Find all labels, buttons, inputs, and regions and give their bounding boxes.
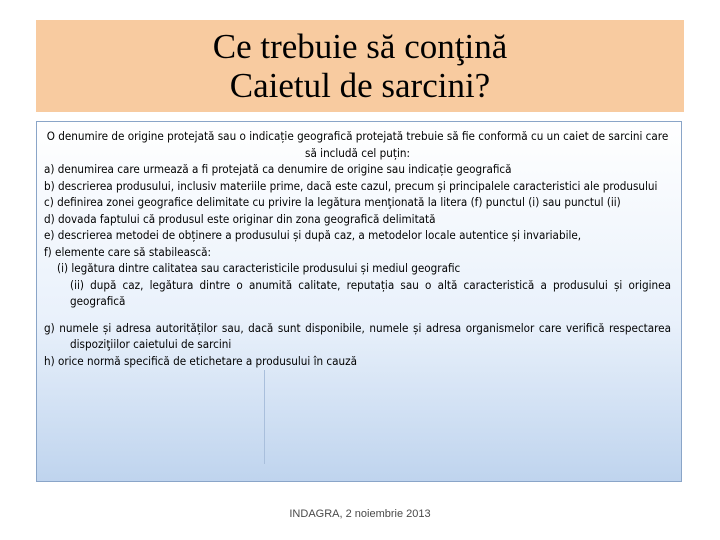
list-item-d: d) dovada faptului că produsul este originar din zona geografică delimitată [44,211,436,226]
list-item-f-ii: (ii) după caz, legătura dintre o anumită calitate, reputația sau o altă caracteristică a produsului și originea geografică [70,277,671,308]
list-item-c: c) definirea zonei geografice delimitate cu privire la legătura menţionată la litera (f) punctul (i) sau punctul (ii) [44,195,621,209]
list-item-h: h) orice normă specifică de etichetare a produsului în cauză [44,353,358,368]
slide-title-line-2: Caietul de sarcini? [229,66,491,105]
list-item-e: e) descrierea metodei de obținere a produsului și după caz, a metodelor locale autentice și invariabile, [44,228,582,242]
content-box [36,121,682,482]
slide-title-line-1: Ce trebuie să conţină [212,27,508,66]
list-item-f-i: (i) legătura dintre calitatea sau caracteristicile produsului și mediul geografic [57,261,461,275]
slide-footer: INDAGRA, 2 noiembrie 2013 [289,508,431,520]
intro-text: O denumire de origine protejată sau o indicație geografică protejată trebuie să fie conformă cu un caiet de sarcini care să includă cel puțin: [46,129,669,160]
list-item-a: a) denumirea care urmează a fi protejată ca denumire de origine sau indicație geografică [44,162,512,176]
list-item-b: b) descrierea produsului, inclusiv materiile prime, dacă este cazul, precum și principalele caracteristici ale produsului [44,178,658,193]
list-item-g: g) numele și adresa autorităților sau, dacă sunt disponibile, numele și adresa organismelor care verifică respectarea dispoziţiilor caietului de sarcini [44,320,671,351]
divider-line [264,370,265,464]
spacer [44,310,671,320]
list-item-f: f) elemente care să stabilească: [44,244,212,259]
slide-title-box [36,20,684,112]
